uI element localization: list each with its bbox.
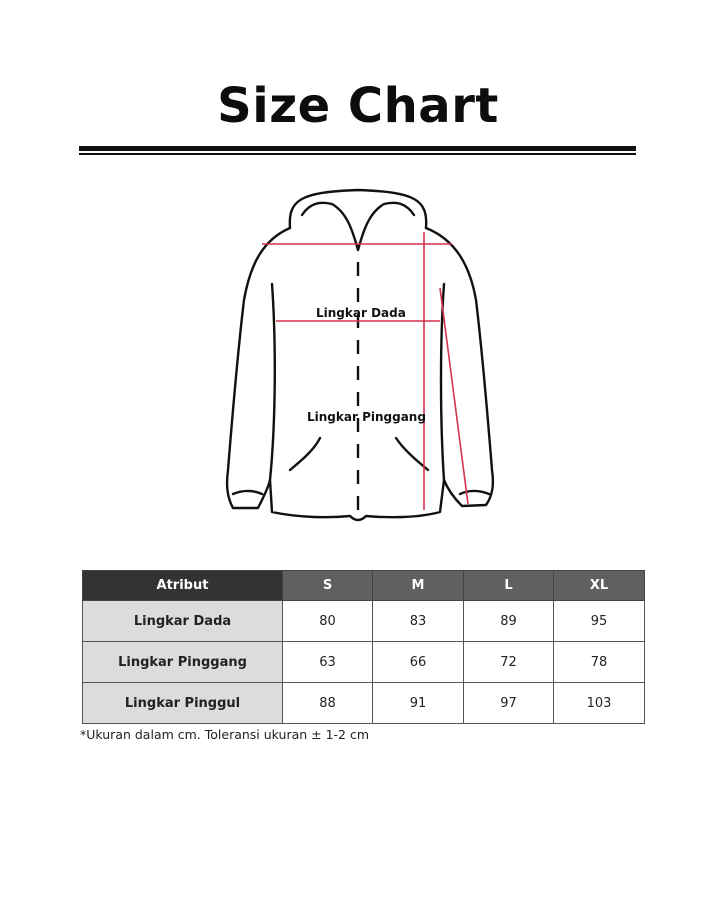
right-cuff xyxy=(460,491,489,494)
tolerance-note: *Ukuran dalam cm. Toleransi ukuran ± 1-2 cm xyxy=(80,727,370,742)
row-label: Lingkar Dada xyxy=(83,601,283,642)
body-outline xyxy=(227,228,493,520)
table-cell: 80 xyxy=(283,601,373,642)
header-attribute: Atribut xyxy=(83,571,283,601)
chest-label: Lingkar Dada xyxy=(316,306,406,320)
size-table xyxy=(82,570,645,724)
table-cell: 66 xyxy=(373,642,464,683)
table-row xyxy=(83,642,645,683)
table-row xyxy=(83,683,645,724)
table-cell: 72 xyxy=(464,642,554,683)
table-cell: 103 xyxy=(554,683,645,724)
row-label: Lingkar Pinggul xyxy=(83,683,283,724)
header-size-l: L xyxy=(464,571,554,601)
table-cell: 88 xyxy=(283,683,373,724)
table-cell: 95 xyxy=(554,601,645,642)
row-label: Lingkar Pinggang xyxy=(83,642,283,683)
page-title: Size Chart xyxy=(217,78,499,134)
table-row xyxy=(83,601,645,642)
table-cell: 89 xyxy=(464,601,554,642)
header-size-s: S xyxy=(283,571,373,601)
left-sleeve-seam xyxy=(270,284,275,480)
waist-label: Lingkar Pinggang xyxy=(307,410,426,424)
table-cell: 97 xyxy=(464,683,554,724)
table-header-row xyxy=(83,571,645,601)
table-cell: 63 xyxy=(283,642,373,683)
left-cuff xyxy=(233,491,262,494)
left-pocket xyxy=(290,438,320,470)
table-cell: 78 xyxy=(554,642,645,683)
header-size-xl: XL xyxy=(554,571,645,601)
header-size-m: M xyxy=(373,571,464,601)
hood-outline xyxy=(290,190,426,228)
table-cell: 83 xyxy=(373,601,464,642)
table-cell: 91 xyxy=(373,683,464,724)
hood-opening xyxy=(302,203,414,250)
